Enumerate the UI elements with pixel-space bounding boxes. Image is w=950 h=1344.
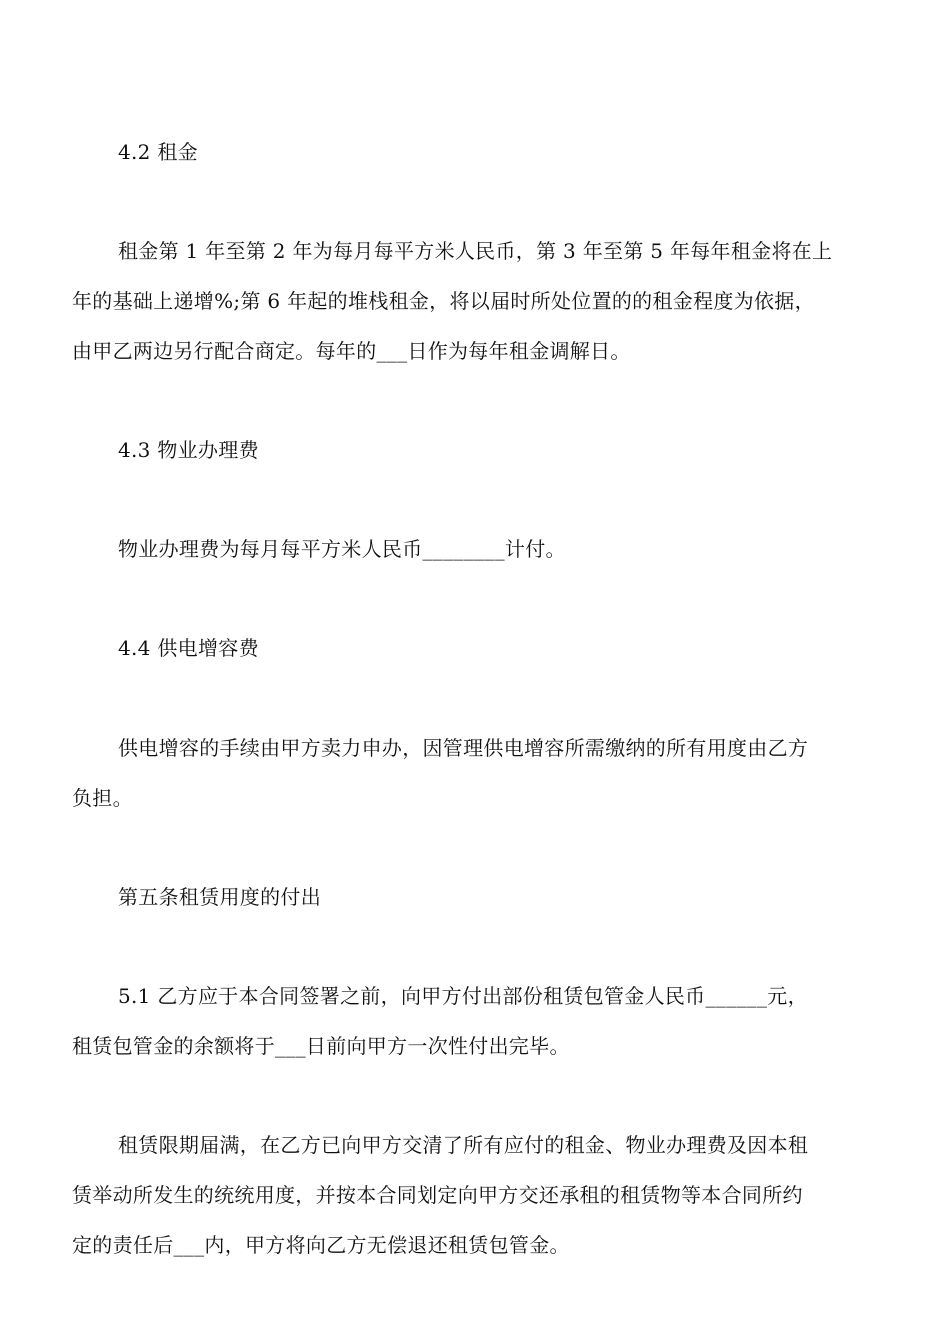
power-paragraph-line-2: 负担。 [72, 786, 133, 810]
deposit-return-paragraph-line-2: 赁举动所发生的统统用度，并按本合同划定向甲方交还承租的租赁物等本合同所约 [72, 1183, 803, 1207]
deposit-return-paragraph-line-1: 租赁限期届满，在乙方已向甲方交清了所有应付的租金、物业办理费及因本租 [118, 1133, 809, 1157]
property-fee-paragraph-line-1: 物业办理费为每月每平方米人民币________计付。 [118, 537, 566, 561]
clause-5-1-line-2: 租赁包管金的余额将于___日前向甲方一次性付出完毕。 [72, 1034, 570, 1058]
rent-paragraph-line-2: 年的基础上递增%;第 6 年起的堆栈租金，将以届时所处位置的的租金程度为依据， [72, 289, 815, 313]
rent-paragraph-line-1: 租金第 1 年至第 2 年为每月每平方米人民币，第 3 年至第 5 年每年租金将在上 [118, 239, 833, 263]
clause-5-1-line-1: 5.1 乙方应于本合同签署之前，向甲方付出部份租赁包管金人民币______元， [118, 984, 808, 1008]
section-heading-4-2: 4.2 租金 [118, 140, 198, 164]
article-5-heading: 第五条租赁用度的付出 [118, 885, 321, 909]
power-paragraph-line-1: 供电增容的手续由甲方卖力申办，因管理供电增容所需缴纳的所有用度由乙方 [118, 736, 809, 760]
section-heading-4-4: 4.4 供电增容费 [118, 636, 259, 660]
rent-paragraph-line-3: 由甲乙两边另行配合商定。每年的___日作为每年租金调解日。 [72, 339, 631, 363]
deposit-return-paragraph-line-3: 定的责任后___内，甲方将向乙方无偿退还租赁包管金。 [72, 1233, 570, 1257]
section-heading-4-3: 4.3 物业办理费 [118, 438, 259, 462]
